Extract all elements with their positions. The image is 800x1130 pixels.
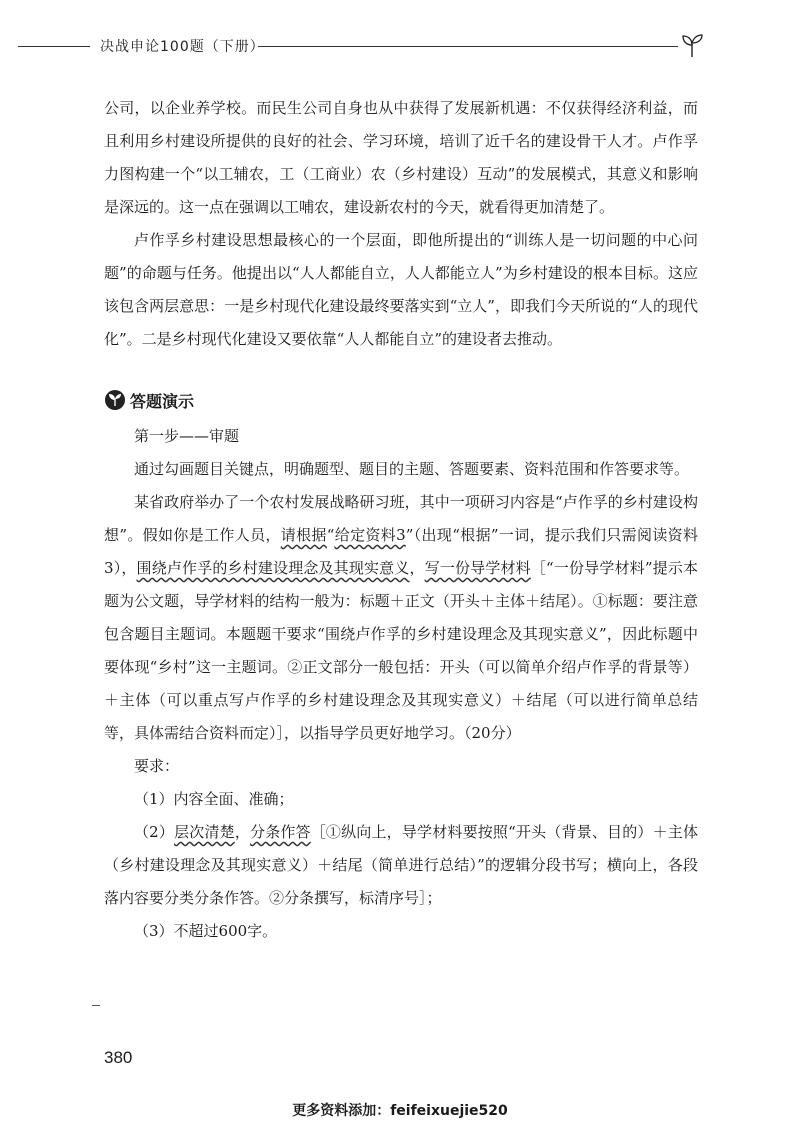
requirement-3: （3）不超过600字。 [134, 922, 278, 940]
paragraph-1: 公司，以企业养学校。而民生公司自身也从中获得了发展新机遇：不仅获得经济利益，而且利用乡村建设所提供的良好的社会、学习环境，培训了近千名的建设骨干人才。卢作孚力图构建一个“以工辅农，工（工商业）农（乡村建设）互动”的发展模式，其意义和影响是深远的。这一点在强调以工哺农，建设新农村的今天，就看得更加清楚了。 [104, 99, 698, 216]
marked-keyword: 给定资料3 [334, 526, 406, 544]
question-text: 某省政府举办了一个农村发展战略研习班，其中一项研习内容是“卢作孚的乡村建设构想”。假如你是工作人员， [104, 493, 698, 544]
paragraph-2: 卢作孚乡村建设思想最核心的一个层面，即他所提出的“训练人是一切问题的中心问题”的命题与任务。他提出以“人人都能自立，人人都能立人”为乡村建设的根本目标。这应该包含两层意思：一是乡村现代化建设最终要落实到“立人”，即我们今天所说的“人的现代化”。二是乡村现代化建设又要依靠“人人都能自立”的建设者去推动。 [104, 231, 698, 348]
leaf-badge-icon [104, 389, 126, 411]
body-text-answer-demo [104, 420, 698, 948]
page-number: 380 [104, 1048, 133, 1067]
question-text: “ [326, 526, 335, 544]
book-title: 决战申论100题（下册） [100, 39, 265, 55]
question-text: ［“一份导学材料”提示本题为公文题，导学材料的结构一般为：标题＋正文（开头＋主体＋结尾）。①标题：要注意包含题目主题词。本题题干要求“围绕卢作孚的乡村建设理念及其现实意义”，因此标题中要体现“乡村”这一主题词。②正文部分一般包括：开头（可以简单介绍卢作孚的背景等）＋主体（可以重点写卢作孚的乡村建设理念及其现实意义）＋结尾（可以进行简单总结等，具体需结合资料而定）］，以指导学员更好地学习。（20分） [104, 559, 698, 742]
section-heading [104, 384, 194, 416]
marked-keyword: 写一份导学材料 [424, 559, 531, 577]
marked-keyword: 层次清楚 [174, 823, 235, 841]
question-text: ”（出现“根据”一词，提示我们只需阅读资料3）， [104, 526, 698, 577]
marked-keyword: 请根据 [280, 526, 327, 544]
requirement-text: （2） [134, 823, 175, 841]
body-text-top [104, 92, 698, 356]
requirement-1: （1）内容全面、准确； [134, 790, 294, 808]
running-header [0, 30, 800, 60]
marked-keyword: 分条作答 [250, 823, 311, 841]
footer-note: 更多资料添加：feifeixuejie520 [292, 1103, 508, 1119]
sprout-icon [680, 32, 704, 58]
question-paragraph [104, 486, 698, 750]
header-rule-right [258, 46, 678, 47]
requirements-label: 要求： [134, 757, 180, 775]
margin-mark [92, 1005, 100, 1006]
requirement-text: ， [234, 823, 251, 841]
intro-paragraph: 通过勾画题目关键点，明确题型、题目的主题、答题要素、资料范围和作答要求等。 [134, 460, 690, 478]
section-title: 答题演示 [130, 391, 195, 411]
marked-keyword: 围绕卢作孚的乡村建设理念及其现实意义 [136, 559, 410, 577]
question-text: ， [409, 559, 425, 577]
requirement-text: ［①纵向上，导学材料要按照“开头（背景、目的）＋主体（乡村建设理念及其现实意义）＋结尾（简单进行总结）”的逻辑分段书写；横向上，各段落内容要分类分条作答。②分条撰写，标清序号］； [104, 823, 698, 907]
requirement-2 [104, 816, 698, 915]
step-heading: 第一步——审题 [134, 427, 240, 445]
header-rule-left [18, 46, 90, 47]
